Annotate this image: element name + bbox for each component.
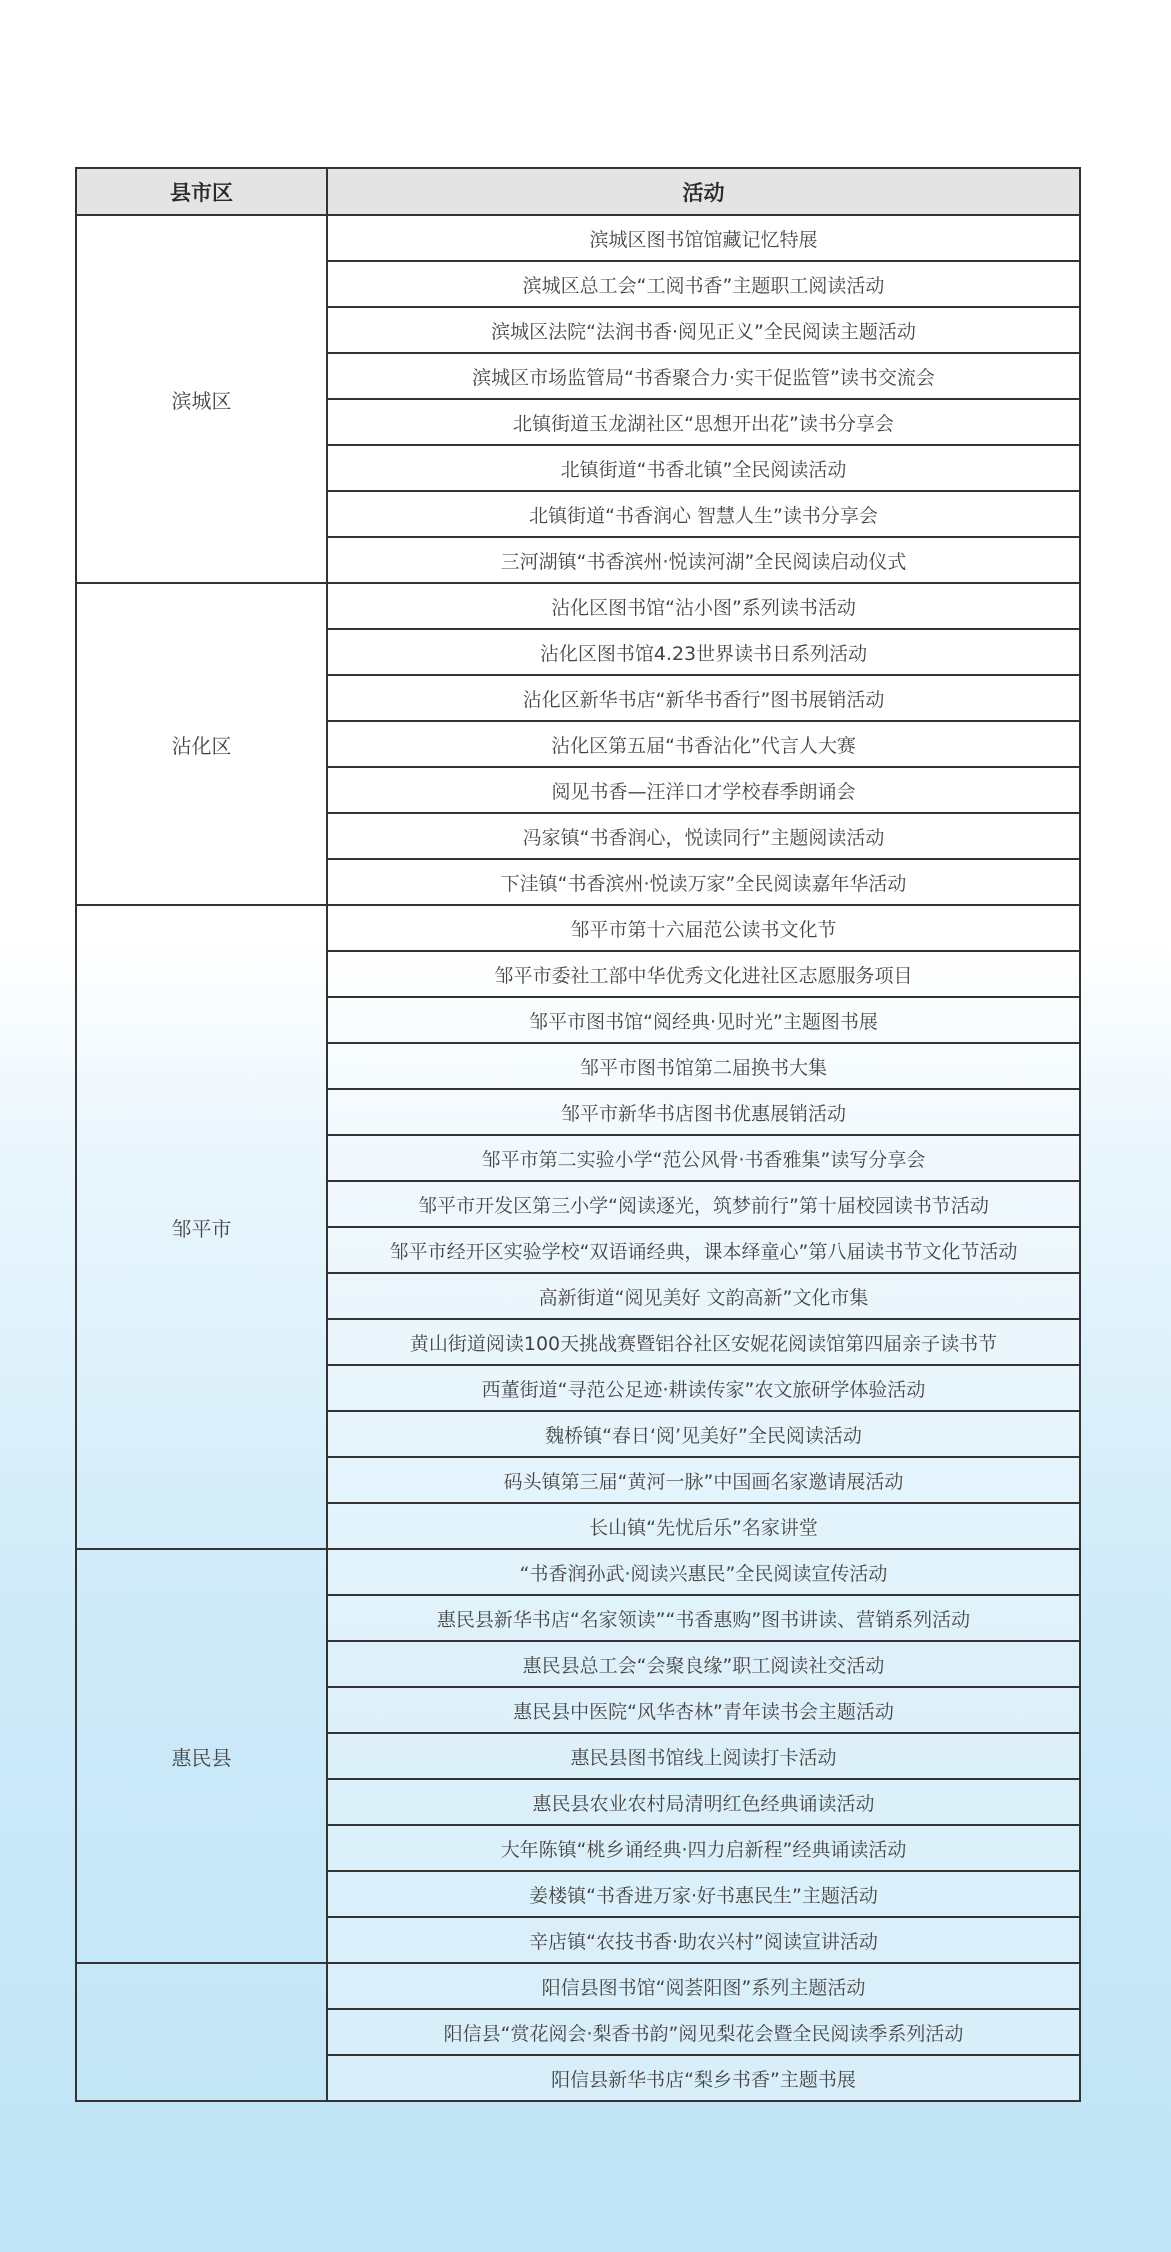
activity-cell: 码头镇第三届“黄河一脉”中国画名家邀请展活动 — [327, 1457, 1080, 1503]
activity-cell: 滨城区市场监管局“书香聚合力·实干促监管”读书交流会 — [327, 353, 1080, 399]
activity-cell: 邹平市图书馆“阅经典·见时光”主题图书展 — [327, 997, 1080, 1043]
header-activity: 活动 — [327, 168, 1080, 215]
activity-cell: 惠民县农业农村局清明红色经典诵读活动 — [327, 1779, 1080, 1825]
activity-cell: 高新街道“阅见美好 文韵高新”文化市集 — [327, 1273, 1080, 1319]
header-row — [76, 168, 1080, 215]
header-county: 县市区 — [76, 168, 327, 215]
activity-cell: 辛店镇“农技书香·助农兴村”阅读宣讲活动 — [327, 1917, 1080, 1963]
county-cell: 滨城区 — [76, 215, 327, 583]
activity-cell: 沾化区图书馆“沾小图”系列读书活动 — [327, 583, 1080, 629]
activity-cell: 沾化区图书馆4.23世界读书日系列活动 — [327, 629, 1080, 675]
activity-cell: 冯家镇“书香润心，悦读同行”主题阅读活动 — [327, 813, 1080, 859]
activity-cell: 阳信县图书馆“阅荟阳图”系列主题活动 — [327, 1963, 1080, 2009]
activity-table — [75, 167, 1081, 2102]
activity-cell: 北镇街道“书香北镇”全民阅读活动 — [327, 445, 1080, 491]
activity-cell: 三河湖镇“书香滨州·悦读河湖”全民阅读启动仪式 — [327, 537, 1080, 583]
activity-cell: 邹平市委社工部中华优秀文化进社区志愿服务项目 — [327, 951, 1080, 997]
activity-cell: 邹平市新华书店图书优惠展销活动 — [327, 1089, 1080, 1135]
activity-cell: 黄山街道阅读100天挑战赛暨铝谷社区安妮花阅读馆第四届亲子读书节 — [327, 1319, 1080, 1365]
activity-cell: 阳信县“赏花阅会·梨香书韵”阅见梨花会暨全民阅读季系列活动 — [327, 2009, 1080, 2055]
activity-cell: 长山镇“先忧后乐”名家讲堂 — [327, 1503, 1080, 1549]
activity-cell: 邹平市开发区第三小学“阅读逐光，筑梦前行”第十届校园读书节活动 — [327, 1181, 1080, 1227]
activity-cell: 沾化区新华书店“新华书香行”图书展销活动 — [327, 675, 1080, 721]
activity-cell: 阅见书香—汪洋口才学校春季朗诵会 — [327, 767, 1080, 813]
activity-cell: 沾化区第五届“书香沾化”代言人大赛 — [327, 721, 1080, 767]
table-row — [76, 905, 1080, 951]
activity-cell: “书香润孙武·阅读兴惠民”全民阅读宣传活动 — [327, 1549, 1080, 1595]
activity-cell: 滨城区法院“法润书香·阅见正义”全民阅读主题活动 — [327, 307, 1080, 353]
activity-cell: 北镇街道玉龙湖社区“思想开出花”读书分享会 — [327, 399, 1080, 445]
table-row — [76, 1963, 1080, 2009]
table-body — [76, 215, 1080, 2101]
table-row — [76, 1549, 1080, 1595]
activity-cell: 大年陈镇“桃乡诵经典·四力启新程”经典诵读活动 — [327, 1825, 1080, 1871]
activity-cell: 北镇街道“书香润心 智慧人生”读书分享会 — [327, 491, 1080, 537]
table-row — [76, 215, 1080, 261]
activity-cell: 邹平市经开区实验学校“双语诵经典，课本绎童心”第八届读书节文化节活动 — [327, 1227, 1080, 1273]
activity-cell: 邹平市第二实验小学“范公风骨·书香雅集”读写分享会 — [327, 1135, 1080, 1181]
county-cell: 惠民县 — [76, 1549, 327, 1963]
activity-cell: 邹平市第十六届范公读书文化节 — [327, 905, 1080, 951]
activity-cell: 阳信县新华书店“梨乡书香”主题书展 — [327, 2055, 1080, 2101]
activity-cell: 魏桥镇“春日‘阅’见美好”全民阅读活动 — [327, 1411, 1080, 1457]
table-row — [76, 583, 1080, 629]
activity-cell: 下洼镇“书香滨州·悦读万家”全民阅读嘉年华活动 — [327, 859, 1080, 905]
county-cell: 邹平市 — [76, 905, 327, 1549]
activity-cell: 惠民县中医院“风华杏林”青年读书会主题活动 — [327, 1687, 1080, 1733]
activity-cell: 滨城区图书馆馆藏记忆特展 — [327, 215, 1080, 261]
activity-cell: 西董街道“寻范公足迹·耕读传家”农文旅研学体验活动 — [327, 1365, 1080, 1411]
county-cell — [76, 1963, 327, 2101]
activity-cell: 邹平市图书馆第二届换书大集 — [327, 1043, 1080, 1089]
activity-cell: 惠民县图书馆线上阅读打卡活动 — [327, 1733, 1080, 1779]
activity-cell: 滨城区总工会“工阅书香”主题职工阅读活动 — [327, 261, 1080, 307]
activity-cell: 姜楼镇“书香进万家·好书惠民生”主题活动 — [327, 1871, 1080, 1917]
county-cell: 沾化区 — [76, 583, 327, 905]
activity-cell: 惠民县总工会“会聚良缘”职工阅读社交活动 — [327, 1641, 1080, 1687]
activity-cell: 惠民县新华书店“名家领读”“书香惠购”图书讲读、营销系列活动 — [327, 1595, 1080, 1641]
